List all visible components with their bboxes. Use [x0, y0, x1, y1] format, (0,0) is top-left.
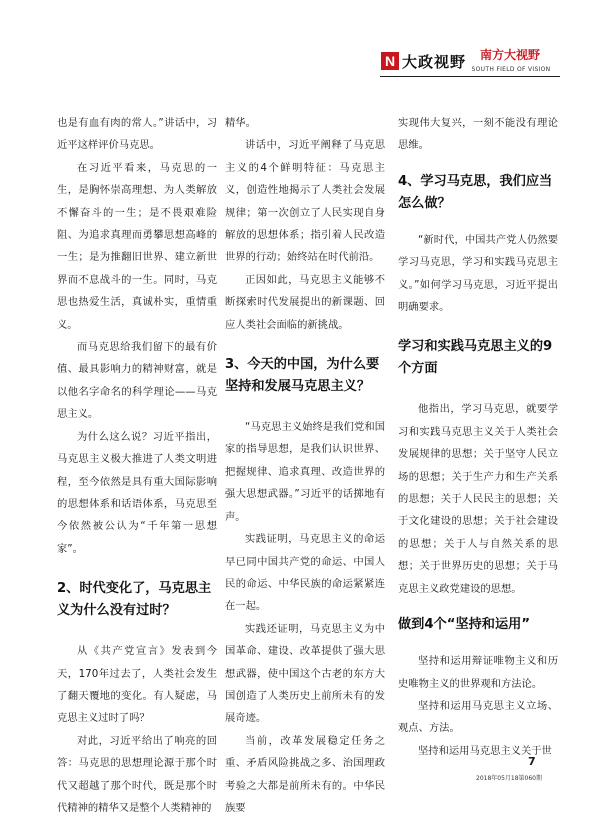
section-title: 大政视野	[402, 53, 467, 71]
column-1	[57, 112, 217, 819]
paragraph: 实践证明，马克思主义的命运早已同中国共产党的命运、中国人民的命运、中华民族的命运紧紧连在一起。	[225, 533, 385, 613]
page-header	[0, 0, 595, 96]
brand-subtitle: SOUTH FIELD OF VISION	[471, 66, 551, 73]
paragraph: 坚持和运用马克思主义立场、观点、方法。	[398, 699, 558, 735]
paragraph: 讲话中，习近平阐释了马克思主义的4个鲜明特征：马克思主义，创造性地揭示了人类社会发展规律；第一次创立了人民实现自身解放的思想体系；指引着人民改造世界的行动；始终站在时代前沿。	[225, 139, 385, 264]
paragraph: 从《共产党宣言》发表到今天，170年过去了，人类社会发生了翻天覆地的变化。有人疑虑，马克思主义过时了吗？	[57, 645, 217, 725]
paragraph: “新时代，中国共产党人仍然要学习马克思，学习和实践马克思主义。”如何学习马克思，习近平提出明确要求。	[398, 233, 558, 314]
paragraph: 精华。	[225, 117, 256, 129]
paragraph: 而马克思给我们留下的最有价值、最具影响力的精神财富，就是以他名字命名的科学理论——马克思主义。	[57, 341, 217, 421]
paragraph: 实现伟大复兴，一刻不能没有理论思维。	[398, 117, 558, 152]
section-heading: 3、今天的中国，为什么要坚持和发展马克思主义？	[225, 357, 380, 395]
paragraph: 也是有血有肉的常人。”讲话中，习近平这样评价马克思。	[57, 117, 217, 152]
paragraph: 在习近平看来，马克思的一生，是胸怀崇高理想、为人类解放不懈奋斗的一生；是不畏艰难险阻、为追求真理而勇攀思想高峰的一生；是为推翻旧世界、建立新世界而不息战斗的一生。同时，马克思也热爱生活，真诚朴实，重情重义。	[57, 161, 217, 331]
paragraph: 为什么这么说？习近平指出，马克思主义极大推进了人类文明进程，至今依然是具有重大国际影响的思想体系和话语体系，马克思至今依然被公认为“千年第一思想家”。	[57, 430, 217, 555]
paragraph: 他指出，学习马克思，就要学习和实践马克思主义关于人类社会发展规律的思想；关于坚守人民立场的思想；关于生产力和生产关系的思想；关于人民民主的思想；关于文化建设的思想；关于社会建设的思想；关于人与自然关系的思想；关于世界历史的思想；关于马克思主义政党建设的思想。	[398, 403, 558, 595]
column-2	[225, 112, 385, 819]
page-number: 7	[528, 755, 536, 768]
column-3	[398, 112, 558, 762]
paragraph: 当前，改革发展稳定任务之重、矛盾风险挑战之多、治国理政考验之大都是前所未有的。中华民族要	[225, 734, 385, 814]
header-divider	[380, 76, 560, 77]
brand-name: 南方大视野	[479, 48, 540, 62]
section-heading: 做到4个“坚持和运用”	[398, 617, 531, 633]
section-heading: 学习和实践马克思主义的9个方面	[398, 339, 553, 377]
n-logo-icon: N	[381, 52, 399, 70]
paragraph: 对此，习近平给出了响亮的回答：马克思的思想理论源于那个时代又超越了那个时代，既是那个时代精神的精华又是整个人类精神的	[57, 734, 217, 814]
section-heading: 4、学习马克思，我们应当怎么做？	[398, 173, 553, 211]
section-heading: 2、时代变化了，马克思主义为什么没有过时？	[57, 581, 212, 619]
paragraph: 坚持和运用马克思主义关于世	[418, 744, 552, 757]
issue-info: 2018年05月18第060期	[476, 775, 542, 782]
paragraph: “马克思主义始终是我们党和国家的指导思想，是我们认识世界、把握规律、追求真理、改造世界的强大思想武器。”习近平的话掷地有声。	[225, 421, 385, 523]
paragraph: 坚持和运用辩证唯物主义和历史唯物主义的世界观和方法论。	[398, 655, 558, 690]
paragraph: 正因如此，马克思主义能够不断探索时代发展提出的新课题、回应人类社会面临的新挑战。	[225, 273, 385, 331]
paragraph: 实践还证明，马克思主义为中国革命、建设、改革提供了强大思想武器，使中国这个古老的东方大国创造了人类历史上前所未有的发展奇迹。	[225, 622, 385, 725]
